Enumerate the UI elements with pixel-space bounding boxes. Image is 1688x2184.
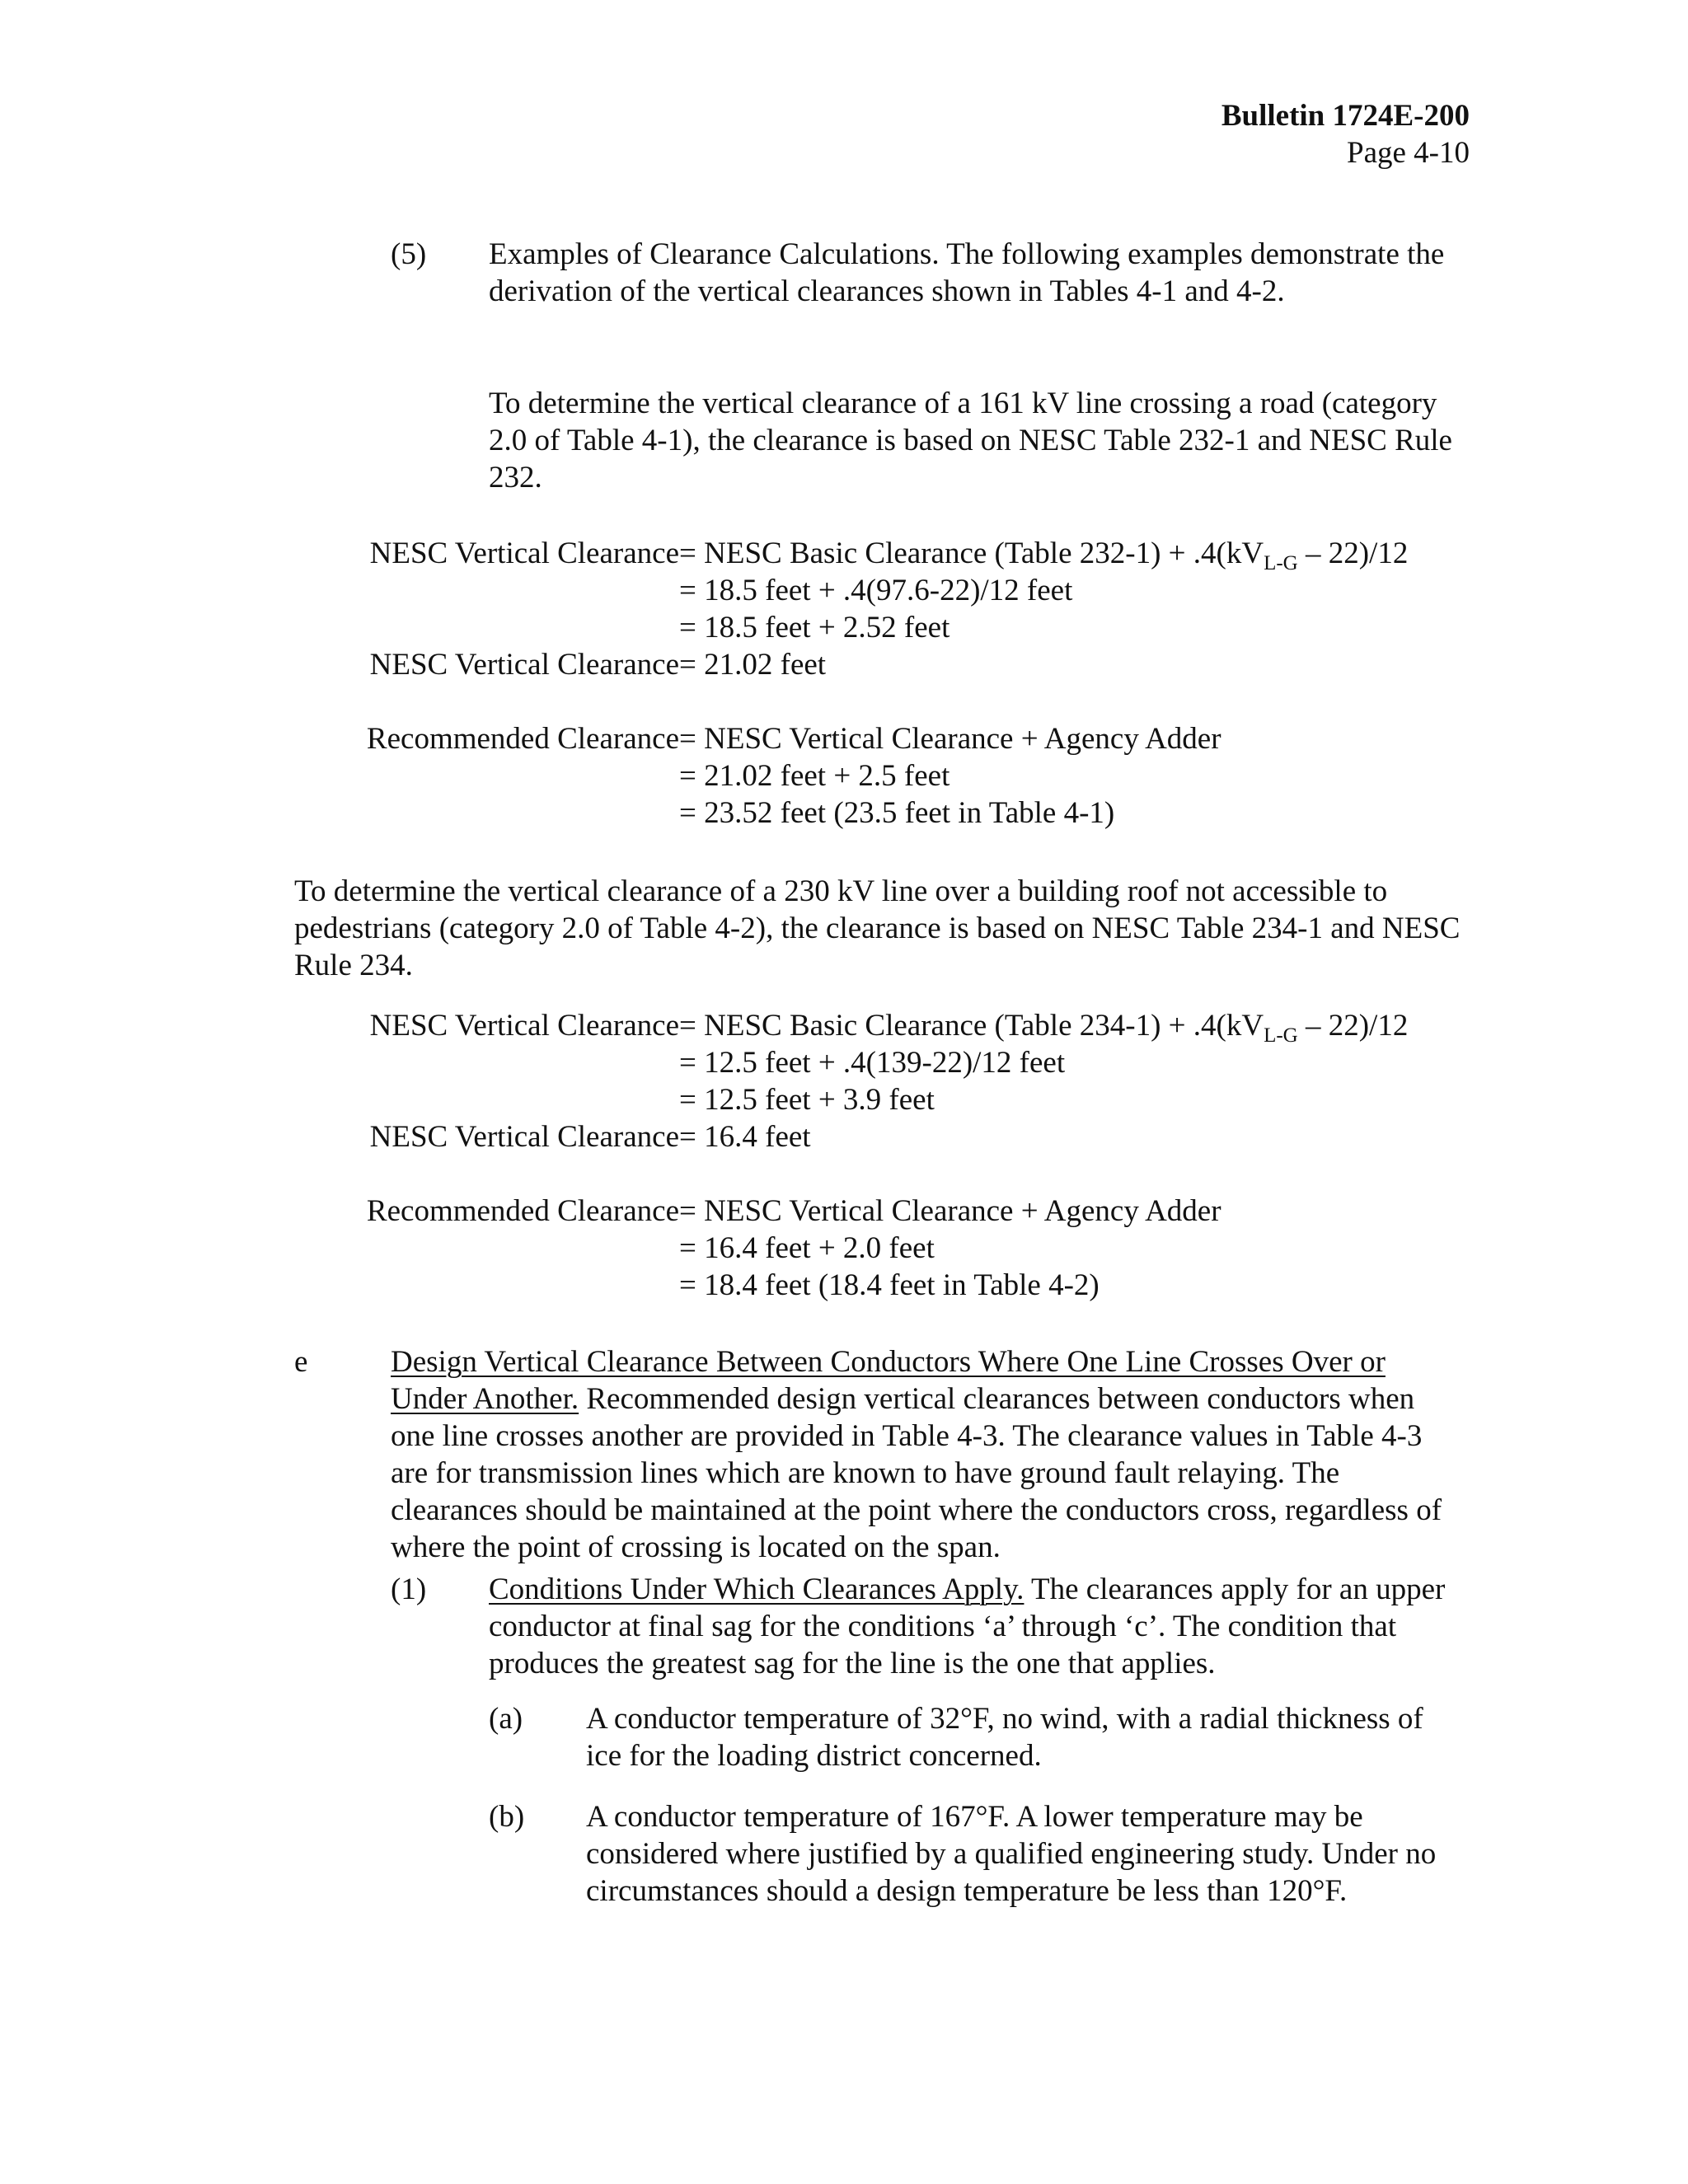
calc-2-recommended-line-3: = 18.4 feet (18.4 feet in Table 4-2): [679, 1268, 1100, 1302]
calc-1-recommended-line-1: Recommended Clearance = NESC Vertical Clearance + Agency Adder: [366, 722, 1221, 756]
item-1-number: (1): [391, 1572, 427, 1606]
item-b-text: A conductor temperature of 167°F. A lower temperature may be considered where justified by a qualified engineering study. Under no circumstances should a design temperature be less than 120°F.: [586, 1800, 1437, 1908]
calc-2-recommended-line-1: Recommended Clearance = NESC Vertical Clearance + Agency Adder: [366, 1194, 1221, 1228]
calc-2-line-1: NESC Vertical Clearance = NESC Basic Clearance (Table $234-1) + .4(kV_{L-G} - 22)/12$: [369, 1009, 1409, 1047]
item-b-number: (b): [489, 1800, 525, 1834]
item-1-heading: Conditions Under Which Clearances Apply.: [489, 1572, 1025, 1606]
item-5-number: (5): [391, 237, 427, 271]
calc-1-line-1: NESC Vertical Clearance = NESC Basic Clearance (Table $232-1) + .4(kV_{L-G} - 22)/12$: [369, 537, 1409, 574]
calculation-2: [341, 1007, 1495, 1304]
calculation-1: [341, 535, 1495, 832]
item-a-text: A conductor temperature of 32°F, no wind, with a radial thickness of ice for the loading district concerned.: [586, 1702, 1423, 1773]
bulletin-number: Bulletin 1724E-200: [1221, 99, 1470, 133]
item-1-body: The clearances apply for an upper conductor at final sag for the conditions ‘a’ through ‘c’. The condition that produces the greatest sag for the line is the one that applies.: [489, 1572, 1446, 1680]
calc-1-line-4: NESC Vertical Clearance = 21.02 feet: [369, 648, 827, 682]
calc-2-line-2: = 12.5 feet + .4(139-22)/12 feet: [679, 1046, 1066, 1080]
calc-2-line-3: = 12.5 feet + 3.9 feet: [679, 1083, 935, 1117]
section-e-paragraph: [391, 1343, 1462, 1566]
calc-1-recommended-line-2: = 21.02 feet + 2.5 feet: [679, 759, 950, 793]
section-e-body: Recommended design vertical clearances between conductors when one line crosses another are provided in Table 4-3. The clearance values in Table 4-3 are for transmission lines which are known to have ground fault relaying. The clearances should be maintained at the point where the conductors cross, regardless of where the point of crossing is located on the span.: [391, 1382, 1442, 1564]
item-a-number: (a): [489, 1702, 523, 1736]
calc-2-recommended-line-2: = 16.4 feet + 2.0 feet: [679, 1231, 935, 1265]
calc-1-line-3: = 18.5 feet + 2.52 feet: [679, 611, 950, 644]
example-1-text: To determine the vertical clearance of a 161 kV line crossing a road (category 2.0 of Table 4-1), the clearance is based on NESC Table 232-1 and NESC Rule 232.: [489, 387, 1452, 494]
section-e-letter: e: [294, 1345, 308, 1379]
example-2-text: To determine the vertical clearance of a 230 kV line over a building roof not accessible to pedestrians (category 2.0 of Table 4-2), the clearance is based on NESC Table 234-1 and NESC Rule 234.: [294, 874, 1461, 982]
page-header: [1221, 97, 1470, 171]
page-number: Page 4-10: [1347, 136, 1470, 170]
item-1-paragraph: [489, 1571, 1461, 1682]
calc-1-line-2: = 18.5 feet + .4(97.6-22)/12 feet: [679, 574, 1073, 607]
calc-2-line-4: NESC Vertical Clearance = 16.4 feet: [369, 1120, 811, 1154]
section-e-heading: Design Vertical Clearance Between Conductors Where One Line Crosses Over or Under Another.: [391, 1345, 1386, 1416]
item-5-intro: Examples of Clearance Calculations. The following examples demonstrate the derivation of the vertical clearances shown in Tables 4-1 and 4-2.: [489, 237, 1445, 308]
calc-1-recommended-line-3: = 23.52 feet (23.5 feet in Table 4-1): [679, 796, 1115, 830]
